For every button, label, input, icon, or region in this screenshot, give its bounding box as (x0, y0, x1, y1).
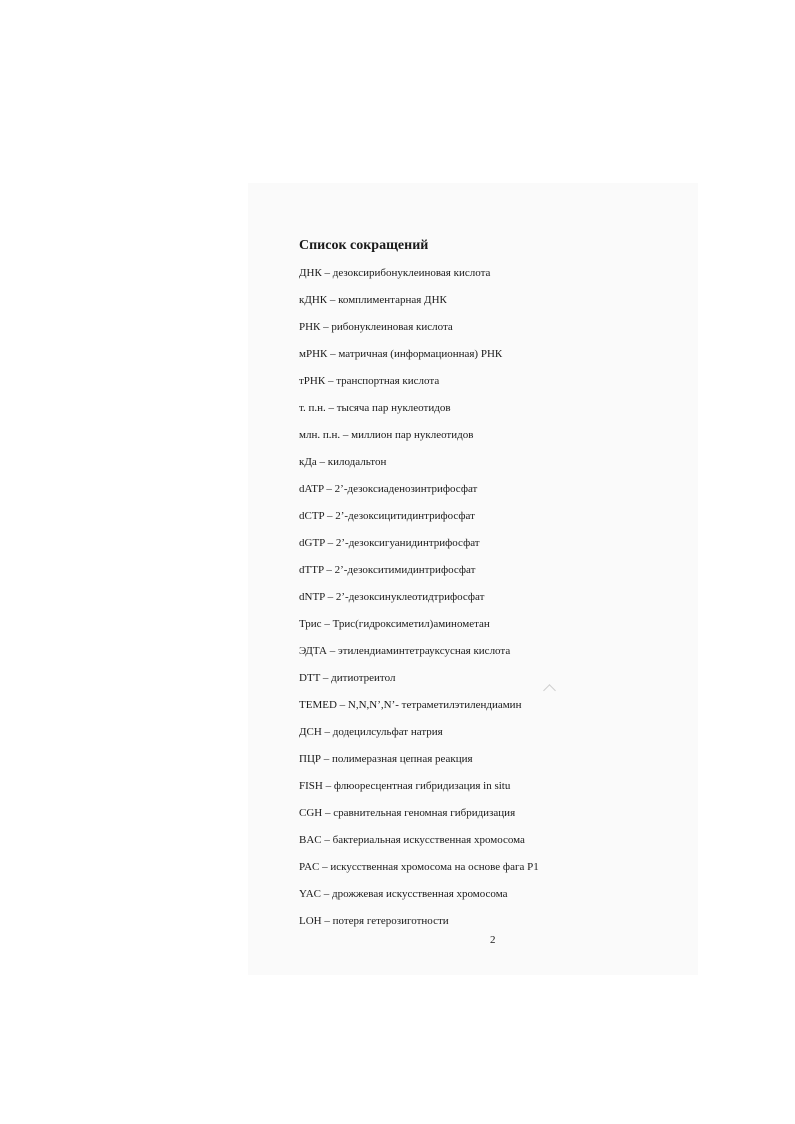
abbreviation-item: Трис – Трис(гидроксиметил)аминометан (299, 618, 490, 630)
abbreviation-item: РНК – рибонуклеиновая кислота (299, 321, 453, 333)
abbreviation-item: YAC – дрожжевая искусственная хромосома (299, 888, 508, 900)
abbreviation-item: ЭДТА – этилендиаминтетрауксусная кислота (299, 645, 511, 657)
abbreviation-item: DTT – дитиотреитол (299, 672, 396, 684)
abbreviation-item: кДа – килодальтон (299, 456, 387, 468)
abbreviation-item: PAC – искусственная хромосома на основе фага P1 (299, 861, 539, 873)
page-number: 2 (490, 934, 496, 946)
abbreviation-item: т. п.н. – тысяча пар нуклеотидов (299, 402, 451, 414)
abbreviation-item: BAC – бактериальная искусственная хромосома (299, 834, 525, 846)
abbreviation-item: ДНК – дезоксирибонуклеиновая кислота (299, 267, 491, 279)
abbreviation-item: dNTP – 2’-дезоксинуклеотидтрифосфат (299, 591, 485, 603)
abbreviation-item: ДСН – додецилсульфат натрия (299, 726, 443, 738)
abbreviation-item: dGTP – 2’-дезоксигуанидинтрифосфат (299, 537, 480, 549)
abbreviation-item: dCTP – 2’-дезоксицитидинтрифосфат (299, 510, 475, 522)
abbreviation-item: dTTP – 2’-дезокситимидинтрифосфат (299, 564, 476, 576)
abbreviation-item: LOH – потеря гетерозиготности (299, 915, 449, 927)
abbreviation-item: кДНК – комплиментарная ДНК (299, 294, 447, 306)
page-title: Список сокращений (299, 238, 429, 253)
abbreviation-item: dATP – 2’-дезоксиаденозинтрифосфат (299, 483, 478, 495)
abbreviation-item: CGH – сравнительная геномная гибридизация (299, 807, 516, 819)
abbreviation-item: TEMED – N,N,N’,N’- тетраметилэтилендиамин (299, 699, 522, 711)
abbreviation-item: ПЦР – полимеразная цепная реакция (299, 753, 473, 765)
abbreviation-item: FISH – флюоресцентная гибридизация in situ (299, 780, 511, 792)
abbreviation-item: тРНК – транспортная кислота (299, 375, 440, 387)
abbreviation-item: мРНК – матричная (информационная) РНК (299, 348, 503, 360)
abbreviation-item: млн. п.н. – миллион пар нуклеотидов (299, 429, 474, 441)
abbreviation-list (299, 264, 539, 939)
